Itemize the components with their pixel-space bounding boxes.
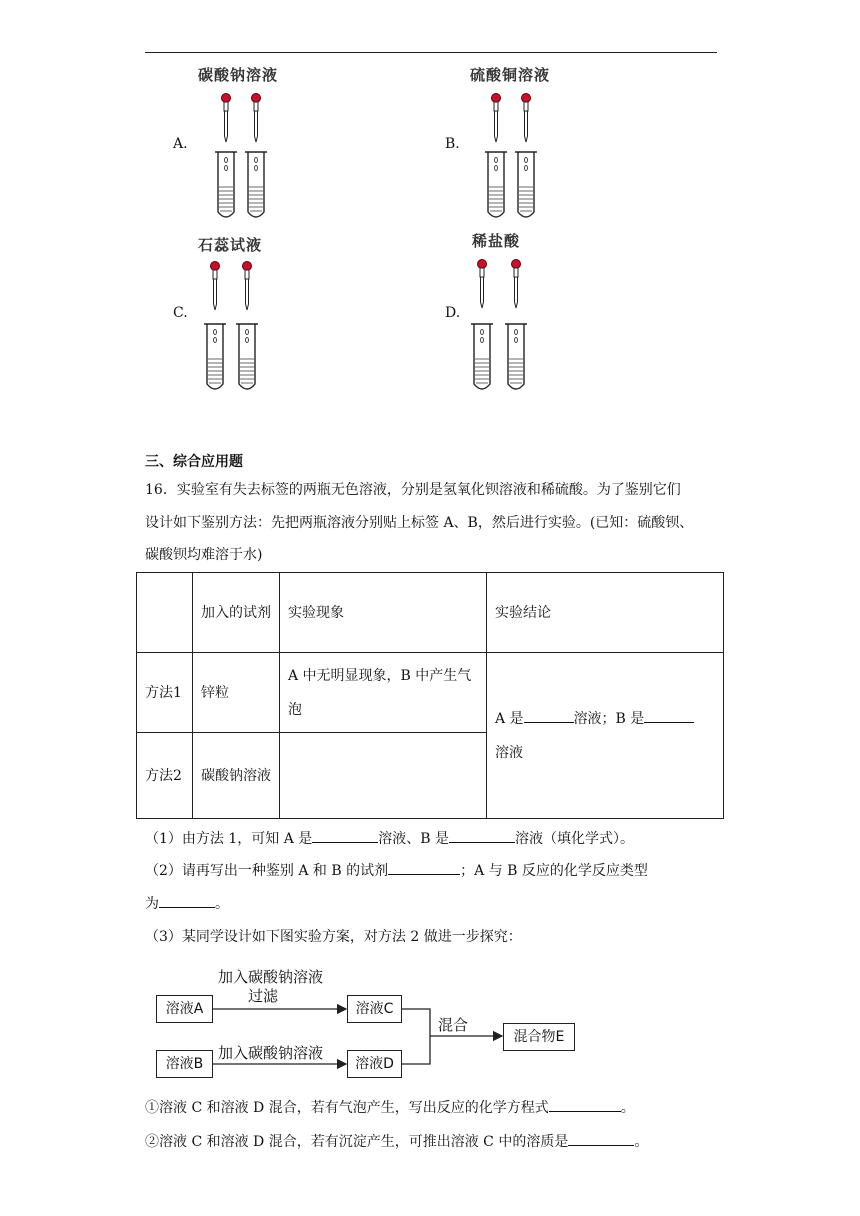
- table-header-row: [137, 573, 724, 653]
- label-filter: 过滤: [248, 987, 279, 1005]
- label-add-sodium-carbonate-top: 加入碳酸钠溶液: [218, 968, 324, 986]
- test-tube-icon: [204, 324, 258, 389]
- subquestion-3: （3）某同学设计如下图实验方案，对方法 2 做进一步探究：: [145, 929, 522, 945]
- conclusion-cell: [487, 653, 724, 819]
- solution-d-box: 溶液D: [347, 1050, 402, 1078]
- blank-line[interactable]: [644, 708, 694, 723]
- question-line-2: 设计如下鉴别方法：先把两瓶溶液分别贴上标签 A、B，然后进行实验。(已知：硫酸钡、: [145, 515, 694, 531]
- option-c-letter: C.: [173, 305, 188, 321]
- table-row: [137, 653, 724, 733]
- dropper-icon: [211, 262, 252, 311]
- option-c-reagent: 石蕊试液: [198, 236, 263, 254]
- table-header-cell: 加入的试剂: [193, 573, 280, 653]
- phenomenon-cell: [280, 733, 487, 819]
- test-tube-icon: [215, 152, 267, 217]
- conclusion-text-a: A 是: [495, 710, 524, 727]
- experiment-table: [136, 572, 724, 819]
- dropper-icon: [492, 94, 531, 143]
- table-header-cell: 实验现象: [280, 573, 487, 653]
- dropper-icon: [222, 94, 261, 143]
- mixture-e-box: 混合物E: [503, 1023, 575, 1051]
- option-b-reagent: 硫酸铜溶液: [470, 66, 551, 84]
- label-add-sodium-carbonate-bottom: 加入碳酸钠溶液: [218, 1044, 324, 1062]
- option-b-apparatus: [476, 90, 546, 222]
- method-cell: 方法1: [137, 653, 193, 733]
- blank-line[interactable]: [312, 828, 378, 843]
- solution-a-box: 溶液A: [156, 995, 213, 1023]
- table-header-cell: [137, 573, 193, 653]
- option-b-letter: B.: [445, 136, 460, 152]
- blank-line[interactable]: [549, 1097, 621, 1112]
- question-line-1: 16．实验室有失去标签的两瓶无色溶液，分别是氢氧化钡溶液和稀硫酸。为了鉴别它们: [145, 482, 681, 498]
- subquestion-1: （1）由方法 1，可知 A 是 溶液、B 是 溶液（填化学式）。: [145, 828, 634, 849]
- option-a-reagent: 碳酸钠溶液: [198, 66, 279, 84]
- reagent-cell: 碳酸钠溶液: [193, 733, 280, 819]
- subquestion-2: （2）请再写出一种鉴别 A 和 B 的试剂 ；A 与 B 反应的化学反应类型: [145, 860, 648, 881]
- flow-diagram: [150, 962, 590, 1082]
- option-a-apparatus: [206, 90, 276, 222]
- test-tube-icon: [485, 152, 537, 217]
- blank-line[interactable]: [449, 828, 515, 843]
- solution-b-box: 溶液B: [156, 1050, 213, 1078]
- method-cell: 方法2: [137, 733, 193, 819]
- question-line-3: 碳酸钡均难溶于水): [145, 547, 263, 563]
- subquestion-2-cont: 为 。: [145, 893, 229, 914]
- option-c-apparatus: [195, 258, 265, 394]
- blank-line[interactable]: [524, 708, 574, 723]
- blank-line[interactable]: [568, 1131, 634, 1146]
- blank-line[interactable]: [388, 860, 460, 875]
- blank-line[interactable]: [159, 893, 215, 908]
- solution-c-box: 溶液C: [347, 995, 402, 1023]
- option-d-reagent: 稀盐酸: [472, 232, 521, 250]
- option-a-letter: A.: [173, 136, 188, 152]
- test-tube-icon: [471, 324, 527, 389]
- label-mix: 混合: [438, 1016, 469, 1034]
- conclusion-text-end: 溶液: [495, 744, 523, 761]
- conclusion-text-mid: 溶液；B 是: [573, 710, 645, 727]
- phenomenon-cell: A 中无明显现象，B 中产生气泡: [280, 653, 487, 733]
- table-header-cell: 实验结论: [487, 573, 724, 653]
- header-rule: [145, 52, 717, 53]
- reagent-cell: 锌粒: [193, 653, 280, 733]
- dropper-icon: [478, 260, 521, 309]
- subquestion-3-2: ②溶液 C 和溶液 D 混合，若有沉淀产生，可推出溶液 C 中的溶质是 。: [145, 1131, 648, 1152]
- option-d-letter: D.: [445, 305, 461, 321]
- option-d-apparatus: [462, 256, 538, 396]
- section-title: 三、综合应用题: [145, 454, 243, 470]
- subquestion-3-1: ①溶液 C 和溶液 D 混合，若有气泡产生，写出反应的化学方程式 。: [145, 1097, 635, 1118]
